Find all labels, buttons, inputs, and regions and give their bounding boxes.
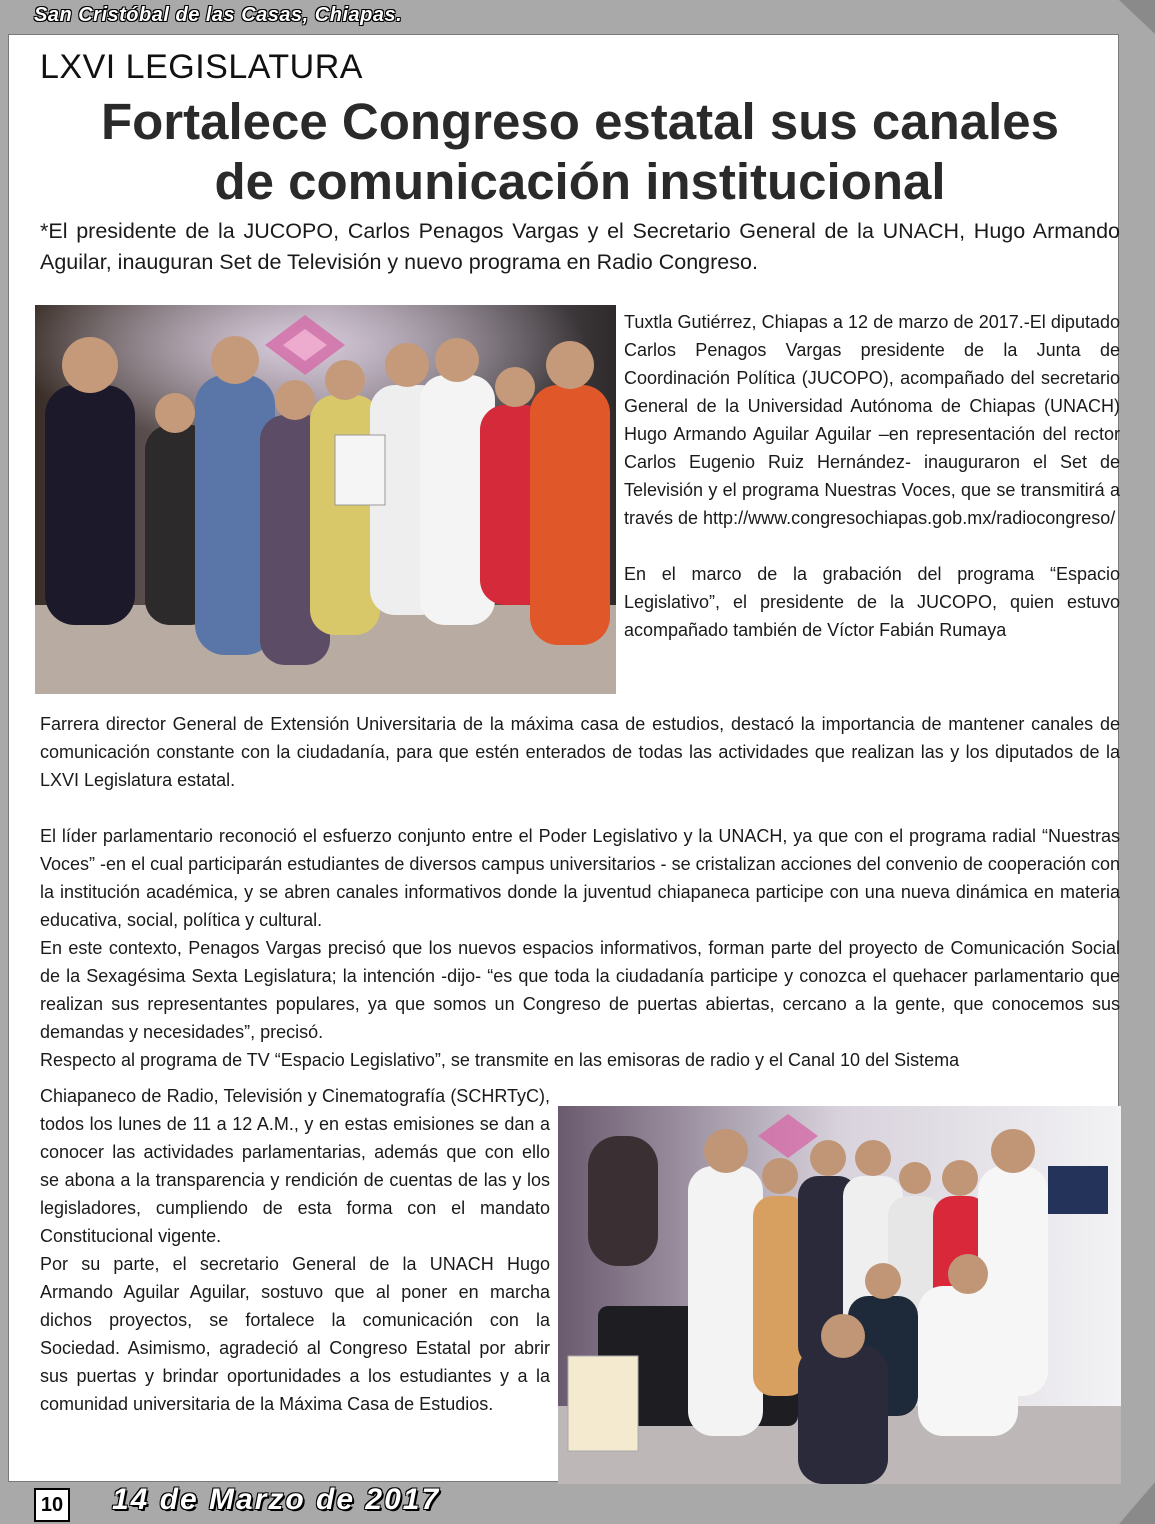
paragraph-5-start: Respecto al programa de TV “Espacio Legislativo”, se transmite en las emisoras de radio y el Canal 10 del Sistema — [40, 1050, 960, 1070]
group-photo-2-image — [558, 1106, 1121, 1484]
page-number: 10 — [34, 1488, 70, 1522]
paragraph-1: Tuxtla Gutiérrez, Chiapas a 12 de marzo de 2017.-El diputado Carlos Penagos Vargas presidente de la Junta de Coordinación Política (JUCOPO), acompañado del secretario General de la Universidad Autónoma de Chiapas (UNACH) Hugo Armando Aguilar Aguilar –en representación del rector Carlos Eugenio Ruiz Hernández- inauguraron el Set de Televisión y el programa Nuestras Voces, que se transmitirá a través de http://www.congresochiapas.gob.mx/radiocongreso/ — [624, 312, 1120, 528]
subhead: *El presidente de la JUCOPO, Carlos Penagos Vargas y el Secretario General de la UNACH, Hugo Armando Aguilar, inauguran Set de Televisión y nuevo programa en Radio Congreso. — [40, 219, 1120, 274]
section-label: LXVI LEGISLATURA — [40, 48, 363, 86]
frame-bevel-bottom-right — [1119, 1482, 1155, 1524]
headline-line-1: Fortalece Congreso estatal sus canales — [100, 93, 1060, 150]
paragraph-2-start: En el marco de la grabación del programa “Espacio Legislativo”, el presidente de la JUCOPO, quien estuvo acompañado también de Víctor Fabián Rumaya — [624, 564, 1120, 640]
frame-right — [1119, 0, 1155, 1524]
article-column-bottom-left — [40, 1082, 550, 1418]
location-header: San Cristóbal de las Casas, Chiapas. — [34, 4, 403, 26]
article-column-top-right — [624, 308, 1120, 644]
group-photo-2 — [558, 1106, 1121, 1484]
group-photo-1-image — [35, 305, 616, 694]
headline — [30, 92, 1130, 212]
paragraph-4: En este contexto, Penagos Vargas precisó que los nuevos espacios informativos, forman parte del proyecto de Comunicación Social de la Sexagésima Sexta Legislatura; la intención -dijo- “es que toda la ciudadanía participe y conozca el quehacer parlamentario que realizan sus representantes populares, ya que somos un Congreso de puertas abiertas, cercano a la gente, que conocemos sus demandas y necesidades”, precisó. — [40, 938, 1120, 1042]
article-full-width — [40, 710, 1120, 1074]
paragraph-3: El líder parlamentario reconoció el esfuerzo conjunto entre el Poder Legislativo y la UNACH, ya que con el programa radial “Nuestras Voces” -en el cual participarán estudiantes de diversos campus universitarios - se cristalizan acciones del convenio de cooperación con la institución académica, y se abren canales informativos donde la juventud chiapaneca participe con una nueva dinámica en materia educativa, social, política y cultural. — [40, 826, 1120, 930]
paragraph-5-continued: Chiapaneco de Radio, Televisión y Cinematografía (SCHRTyC), todos los lunes de 11 a 12 A.M., y en estas emisiones se dan a conocer las actividades parlamentarias, además que con ello se abona a la transparencia y rendición de cuentas de las y los legisladores, cumpliendo de esta forma con el mandato Constitucional vigente. — [40, 1086, 550, 1246]
frame-bevel-top-right — [1119, 0, 1155, 34]
paragraph-6: Por su parte, el secretario General de la UNACH Hugo Armando Aguilar Aguilar, sostuvo que al poner en marcha dichos proyectos, se fortalece la comunicación con la Sociedad. Asimismo, agradeció al Congreso Estatal por abrir sus puertas y brindar oportunidades a los estudiantes y a la comunidad universitaria de la Máxima Casa de Estudios. — [40, 1254, 550, 1414]
group-photo-1 — [35, 305, 616, 694]
issue-date: 14 de Marzo de 2017 — [112, 1483, 441, 1516]
headline-line-2: de comunicación institucional — [214, 153, 946, 210]
paragraph-2-continued: Farrera director General de Extensión Universitaria de la máxima casa de estudios, destacó la importancia de mantener canales de comunicación constante con la ciudadanía, para que estén enterados de todas las actividades que realizan las y los diputados de la LXVI Legislatura estatal. — [40, 714, 1120, 790]
frame-left — [0, 0, 8, 1524]
